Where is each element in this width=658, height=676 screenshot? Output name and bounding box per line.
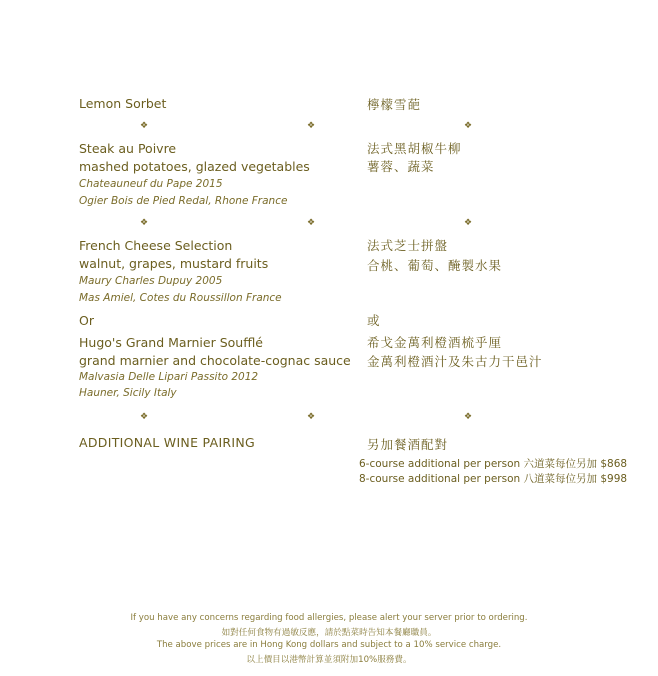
- souffle-wine-name: Malvasia Delle Lipari Passito 2012: [79, 371, 259, 383]
- souffle-wine-origin: Hauner, Sicily Italy: [79, 387, 177, 399]
- footer-allergy-notice-en: If you have any concerns regarding food allergies, please alert your server prior to ordering.: [130, 613, 528, 623]
- separator-ornament-icon: ❖: [307, 412, 316, 422]
- or-label-en: Or: [79, 313, 94, 328]
- separator-ornament-icon: ❖: [464, 412, 473, 422]
- sorbet-title-en: Lemon Sorbet: [79, 96, 167, 111]
- pairing-price-8-course: 8-course additional per person 八道菜每位另加 $998: [359, 473, 628, 485]
- footer-price-notice-en: The above prices are in Hong Kong dollars and subject to a 10% service charge.: [156, 640, 502, 650]
- souffle-subtitle-en: grand marnier and chocolate-cognac sauce: [79, 353, 351, 368]
- wine-pairing-heading-zh: 另加餐酒配對: [367, 437, 449, 452]
- sorbet-title-zh: 檸檬雪葩: [367, 97, 422, 112]
- pairing-price-6-course: 6-course additional per person 六道菜每位另加 $868: [359, 458, 628, 470]
- steak-subtitle-en: mashed potatoes, glazed vegetables: [79, 159, 310, 174]
- footer-price-notice-zh: 以上價目以港幣計算並須附加10%服務費。: [246, 655, 412, 665]
- steak-title-zh: 法式黑胡椒牛柳: [367, 141, 462, 156]
- souffle-title-zh: 希戈金萬利橙酒梳乎厘: [367, 335, 503, 350]
- separator-ornament-icon: ❖: [464, 121, 473, 131]
- cheese-title-en: French Cheese Selection: [79, 238, 233, 253]
- separator-ornament-icon: ❖: [140, 121, 149, 131]
- footer-allergy-notice-zh: 如對任何食物有過敏反應，請於點菜時告知本餐廳職員。: [221, 628, 437, 638]
- steak-title-en: Steak au Poivre: [79, 141, 177, 156]
- cheese-subtitle-en: walnut, grapes, mustard fruits: [79, 256, 269, 271]
- separator-ornament-icon: ❖: [464, 218, 473, 228]
- separator-ornament-icon: ❖: [140, 412, 149, 422]
- or-label-zh: 或: [367, 313, 381, 328]
- steak-wine-origin: Ogier Bois de Pied Redal, Rhone France: [79, 195, 288, 207]
- separator-ornament-icon: ❖: [307, 218, 316, 228]
- wine-pairing-heading-en: ADDITIONAL WINE PAIRING: [79, 435, 256, 450]
- cheese-subtitle-zh: 合桃、葡萄、醃製水果: [367, 258, 503, 273]
- steak-subtitle-zh: 薯蓉、蔬菜: [367, 159, 435, 174]
- separator-ornament-icon: ❖: [140, 218, 149, 228]
- cheese-wine-name: Maury Charles Dupuy 2005: [79, 275, 223, 287]
- steak-wine-name: Chateauneuf du Pape 2015: [79, 178, 223, 190]
- souffle-title-en: Hugo's Grand Marnier Soufflé: [79, 335, 263, 350]
- separator-ornament-icon: ❖: [307, 121, 316, 131]
- cheese-wine-origin: Mas Amiel, Cotes du Roussillon France: [79, 292, 282, 304]
- cheese-title-zh: 法式芝士拼盤: [367, 238, 449, 253]
- souffle-subtitle-zh: 金萬利橙酒汁及朱古力干邑汁: [367, 354, 543, 369]
